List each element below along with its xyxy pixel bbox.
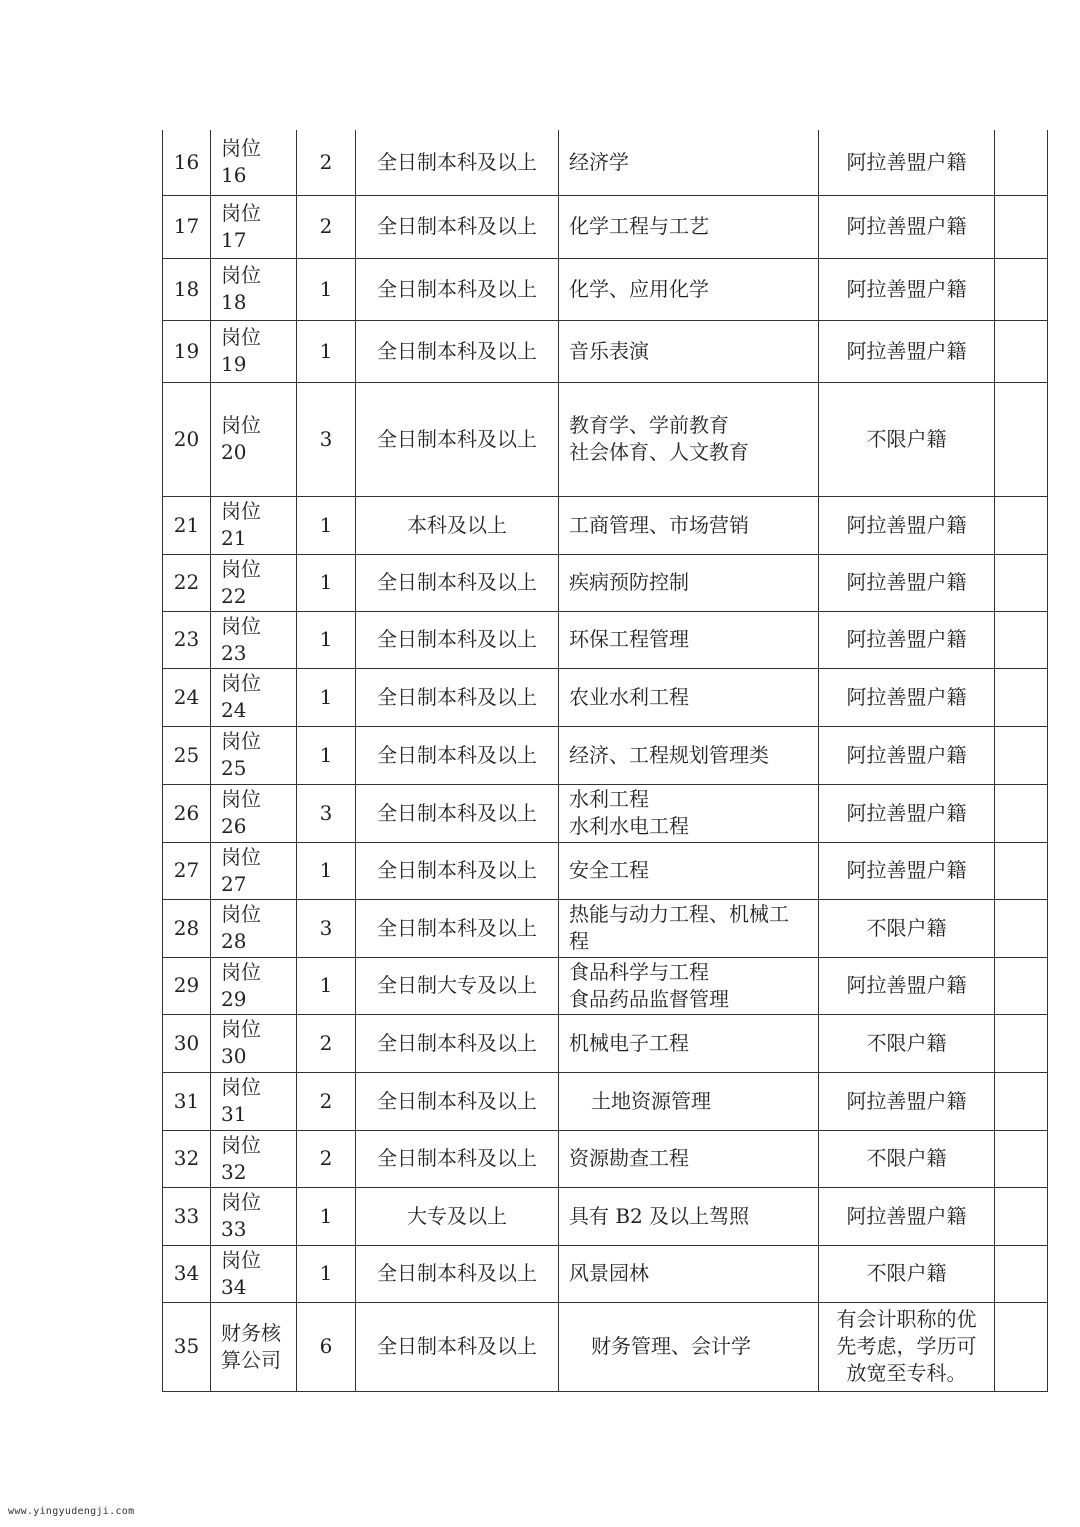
cell-education: 全日制本科及以上 [356,320,559,382]
cell-remarks [995,842,1048,899]
cell-count: 2 [297,1072,356,1130]
cell-line: 阿拉善盟户籍 [846,276,967,301]
cell-number: 34 [163,1245,211,1302]
cell-count: 1 [297,842,356,899]
cell-number: 31 [163,1072,211,1130]
cell-major [559,784,819,842]
cell-line: 阿拉善盟户籍 [846,858,967,882]
cell-line: 资源勘查工程 [569,1146,689,1170]
cell-number: 19 [163,320,211,382]
cell-line: 岗位 [221,787,261,811]
cell-line: 岗位 [221,200,261,225]
cell-requirement [819,726,995,784]
cell-remarks [995,195,1048,258]
cell-requirement [819,1072,995,1130]
cell-line: 水利水电工程 [569,814,689,838]
cell-line: 岗位 [221,136,261,161]
cell-line: 食品科学与工程 [569,959,709,984]
cell-requirement [819,611,995,668]
cell-major [559,957,819,1014]
cell-post [211,1187,297,1245]
table-row [163,726,1048,784]
cell-line: 社会体育、人文教育 [569,440,749,464]
cell-line: 岗位 [221,263,261,287]
cell-requirement [819,1130,995,1187]
cell-education: 全日制本科及以上 [356,668,559,726]
cell-major [559,382,819,496]
cell-remarks [995,130,1048,195]
cell-major [559,130,819,195]
cell-number: 22 [163,554,211,611]
cell-line: 岗位 [221,413,261,437]
cell-post [211,668,297,726]
table-row [163,784,1048,842]
cell-line: 风景园林 [569,1261,649,1285]
cell-number: 33 [163,1187,211,1245]
table-row [163,842,1048,899]
cell-count: 1 [297,611,356,668]
cell-count: 1 [297,957,356,1014]
cell-post [211,195,297,258]
job-table [162,130,1048,1392]
cell-count: 3 [297,784,356,842]
cell-count: 2 [297,1130,356,1187]
cell-count: 1 [297,668,356,726]
cell-line: 岗位 [221,959,261,984]
cell-major [559,258,819,320]
cell-line: 25 [221,756,247,780]
cell-number: 29 [163,957,211,1014]
cell-major [559,726,819,784]
cell-line: 阿拉善盟户籍 [846,973,967,997]
cell-remarks [995,1302,1048,1391]
cell-remarks [995,1130,1048,1187]
cell-post [211,258,297,320]
table-row [163,195,1048,258]
cell-line: 不限户籍 [866,1261,947,1285]
cell-post [211,611,297,668]
cell-post [211,1302,297,1391]
cell-education: 大专及以上 [356,1187,559,1245]
cell-count: 1 [297,258,356,320]
cell-remarks [995,784,1048,842]
table-row [163,320,1048,382]
cell-line: 26 [221,814,247,838]
cell-line: 阿拉善盟户籍 [846,338,967,363]
cell-line: 环保工程管理 [569,627,689,651]
cell-line: 阿拉善盟户籍 [846,742,967,767]
cell-requirement [819,1302,995,1391]
cell-remarks [995,1187,1048,1245]
cell-remarks [995,726,1048,784]
cell-requirement [819,842,995,899]
cell-line: 机械电子工程 [569,1030,689,1055]
cell-number: 20 [163,382,211,496]
cell-remarks [995,496,1048,554]
cell-major [559,611,819,668]
cell-line: 水利工程 [569,787,649,811]
cell-major [559,554,819,611]
cell-remarks [995,382,1048,496]
cell-requirement [819,195,995,258]
cell-line: 岗位 [221,1190,261,1214]
cell-post [211,554,297,611]
cell-line: 农业水利工程 [569,684,689,709]
cell-line: 32 [221,1159,247,1184]
cell-requirement [819,258,995,320]
cell-requirement [819,320,995,382]
cell-line: 食品药品监督管理 [569,986,729,1011]
cell-major [559,1302,819,1391]
cell-requirement [819,1245,995,1302]
cell-major [559,1130,819,1187]
cell-remarks [995,668,1048,726]
cell-education: 全日制本科及以上 [356,726,559,784]
cell-number: 17 [163,195,211,258]
cell-line: 阿拉善盟户籍 [846,684,967,709]
cell-number: 21 [163,496,211,554]
table-row [163,1302,1048,1391]
cell-line: 阿拉善盟户籍 [846,214,967,238]
cell-line: 阿拉善盟户籍 [846,1203,967,1228]
cell-count: 1 [297,1187,356,1245]
cell-education: 全日制本科及以上 [356,382,559,496]
cell-remarks [995,258,1048,320]
cell-post [211,726,297,784]
cell-requirement [819,496,995,554]
table-row [163,1187,1048,1245]
cell-remarks [995,554,1048,611]
cell-post [211,899,297,957]
cell-line: 岗位 [221,844,261,869]
cell-line: 有会计职称的优 [836,1307,977,1331]
cell-line: 岗位 [221,671,261,695]
cell-line: 28 [221,929,247,953]
cell-post [211,957,297,1014]
cell-number: 18 [163,258,211,320]
cell-count: 2 [297,1014,356,1072]
cell-line: 放宽至专科。 [846,1361,967,1385]
cell-line: 教育学、学前教育 [569,413,729,437]
cell-line: 24 [221,698,247,722]
cell-major [559,668,819,726]
cell-education: 全日制大专及以上 [356,957,559,1014]
cell-line: 先考虑，学历可 [836,1334,977,1358]
cell-education: 全日制本科及以上 [356,611,559,668]
cell-number: 27 [163,842,211,899]
cell-line: 20 [221,440,247,464]
table-row [163,496,1048,554]
cell-number: 32 [163,1130,211,1187]
cell-number: 28 [163,899,211,957]
table-row [163,554,1048,611]
cell-line: 财务管理、会计学 [591,1334,751,1358]
cell-line: 安全工程 [569,858,649,882]
cell-line: 不限户籍 [866,1146,947,1170]
cell-line: 经济、工程规划管理类 [569,742,769,767]
cell-line: 具有 B2 及以上驾照 [569,1203,750,1228]
cell-requirement [819,382,995,496]
cell-line: 岗位 [221,1075,261,1099]
cell-count: 6 [297,1302,356,1391]
cell-line: 疾病预防控制 [569,570,689,594]
cell-requirement [819,668,995,726]
cell-number: 35 [163,1302,211,1391]
cell-remarks [995,1072,1048,1130]
cell-education: 全日制本科及以上 [356,130,559,195]
table-row [163,957,1048,1014]
cell-count: 1 [297,726,356,784]
cell-remarks [995,611,1048,668]
cell-line: 23 [221,640,247,665]
cell-line: 岗位 [221,729,261,753]
table-row [163,611,1048,668]
cell-education: 全日制本科及以上 [356,1302,559,1391]
cell-line: 岗位 [221,499,261,523]
cell-education: 全日制本科及以上 [356,258,559,320]
cell-post [211,1014,297,1072]
cell-line: 音乐表演 [569,338,649,363]
cell-count: 1 [297,1245,356,1302]
cell-line: 不限户籍 [866,1030,947,1055]
cell-requirement [819,1014,995,1072]
cell-education: 全日制本科及以上 [356,784,559,842]
cell-count: 2 [297,195,356,258]
cell-education: 全日制本科及以上 [356,195,559,258]
cell-post [211,382,297,496]
cell-count: 1 [297,554,356,611]
cell-line: 热能与动力工程、机械工 [569,902,789,926]
cell-line: 算公司 [221,1347,281,1372]
cell-post [211,1072,297,1130]
cell-requirement [819,1187,995,1245]
cell-education: 全日制本科及以上 [356,899,559,957]
cell-education: 全日制本科及以上 [356,842,559,899]
cell-number: 23 [163,611,211,668]
cell-post [211,842,297,899]
cell-major [559,1187,819,1245]
cell-line: 不限户籍 [866,426,947,451]
cell-line: 阿拉善盟户籍 [846,800,967,825]
table-row [163,1130,1048,1187]
table-row [163,1072,1048,1130]
cell-education: 全日制本科及以上 [356,554,559,611]
table-row [163,668,1048,726]
cell-count: 1 [297,320,356,382]
cell-major [559,320,819,382]
cell-remarks [995,1014,1048,1072]
cell-line: 16 [221,163,247,188]
cell-requirement [819,554,995,611]
cell-line: 岗位 [221,1017,261,1041]
cell-line: 阿拉善盟户籍 [846,1088,967,1113]
cell-remarks [995,899,1048,957]
cell-number: 16 [163,130,211,195]
cell-line: 岗位 [221,556,261,581]
cell-line: 程 [569,929,589,953]
cell-education: 全日制本科及以上 [356,1245,559,1302]
cell-remarks [995,1245,1048,1302]
cell-number: 30 [163,1014,211,1072]
cell-line: 财务核 [221,1320,281,1345]
cell-requirement [819,130,995,195]
cell-major [559,1014,819,1072]
cell-line: 22 [221,583,247,608]
cell-line: 岗位 [221,613,261,638]
cell-line: 17 [221,227,247,252]
cell-post [211,1130,297,1187]
cell-line: 化学工程与工艺 [569,214,709,238]
cell-line: 阿拉善盟户籍 [846,149,967,174]
cell-remarks [995,320,1048,382]
cell-line: 岗位 [221,902,261,926]
cell-number: 24 [163,668,211,726]
cell-post [211,784,297,842]
table-row [163,130,1048,195]
cell-number: 26 [163,784,211,842]
cell-remarks [995,957,1048,1014]
cell-line: 30 [221,1044,247,1068]
table-body [163,130,1048,1391]
cell-major [559,195,819,258]
table-row [163,1014,1048,1072]
cell-line: 31 [221,1102,247,1126]
cell-major [559,842,819,899]
cell-post [211,130,297,195]
cell-requirement [819,784,995,842]
table-row [163,899,1048,957]
table-row [163,1245,1048,1302]
cell-education: 本科及以上 [356,496,559,554]
cell-education: 全日制本科及以上 [356,1072,559,1130]
cell-education: 全日制本科及以上 [356,1014,559,1072]
cell-major [559,1072,819,1130]
cell-line: 阿拉善盟户籍 [846,512,967,537]
cell-line: 21 [221,526,247,550]
cell-line: 土地资源管理 [591,1088,711,1113]
footer-url: www.yingyudengji.com [8,1506,135,1517]
cell-line: 18 [221,290,247,314]
cell-line: 不限户籍 [866,915,947,940]
cell-line: 经济学 [569,149,629,174]
cell-count: 3 [297,382,356,496]
cell-line: 化学、应用化学 [569,276,709,301]
cell-line: 岗位 [221,1247,261,1272]
cell-line: 19 [221,352,247,376]
cell-post [211,320,297,382]
cell-line: 岗位 [221,325,261,349]
cell-education: 全日制本科及以上 [356,1130,559,1187]
cell-number: 25 [163,726,211,784]
cell-line: 33 [221,1217,247,1241]
table-row [163,258,1048,320]
table-row [163,382,1048,496]
cell-line: 34 [221,1274,247,1299]
cell-major [559,899,819,957]
cell-major [559,496,819,554]
cell-requirement [819,899,995,957]
cell-line: 阿拉善盟户籍 [846,627,967,651]
cell-line: 27 [221,871,247,896]
cell-post [211,496,297,554]
cell-line: 岗位 [221,1132,261,1157]
cell-count: 1 [297,496,356,554]
cell-count: 2 [297,130,356,195]
cell-line: 工商管理、市场营销 [569,512,749,537]
cell-requirement [819,957,995,1014]
cell-major [559,1245,819,1302]
cell-count: 3 [297,899,356,957]
cell-post [211,1245,297,1302]
cell-line: 阿拉善盟户籍 [846,570,967,594]
cell-line: 29 [221,986,247,1011]
